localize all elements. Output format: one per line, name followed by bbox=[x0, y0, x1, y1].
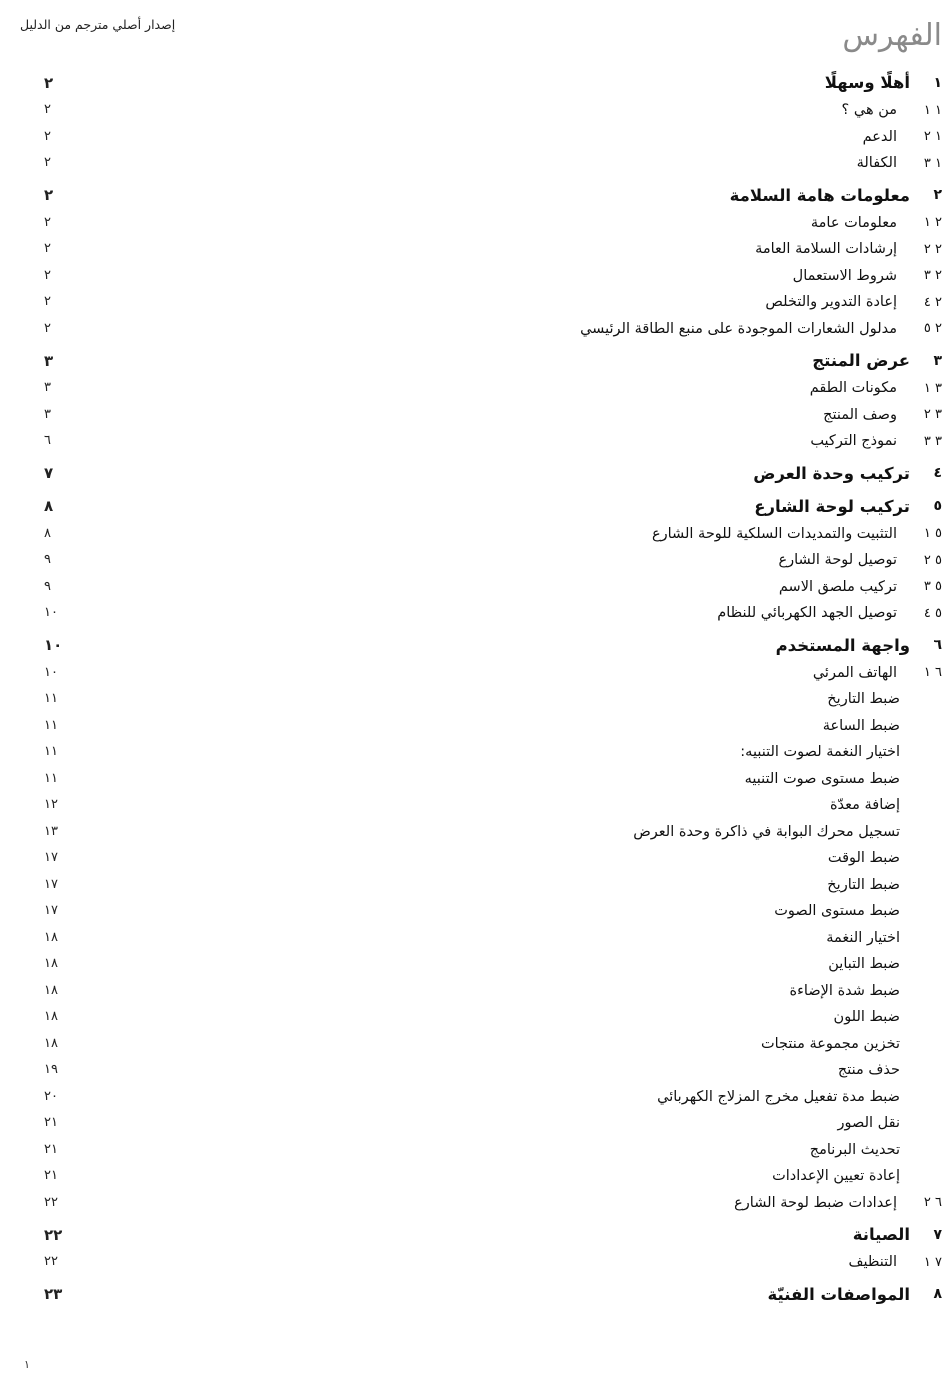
toc-page-number: ١٣ bbox=[44, 823, 58, 839]
toc-page-number: ٢ bbox=[44, 102, 51, 118]
toc-title: ضبط اللون bbox=[833, 1009, 900, 1026]
toc-title: تسجيل محرك البوابة في ذاكرة وحدة العرض bbox=[633, 823, 900, 840]
toc-title: عرض المنتج bbox=[812, 351, 910, 370]
toc-title: التثبيت والتمديدات السلكية للوحة الشارع bbox=[651, 525, 897, 542]
toc-number: ٥ bbox=[933, 498, 942, 514]
toc-chapter-entry[interactable] bbox=[0, 494, 950, 518]
toc-entry-text bbox=[825, 71, 942, 95]
toc-subentry[interactable] bbox=[0, 740, 950, 764]
toc-title: من هي ؟ bbox=[841, 102, 897, 119]
toc-page-number: ٢٢ bbox=[44, 1254, 58, 1270]
page-title: الفهرس bbox=[842, 18, 942, 53]
toc-page-number: ٢ bbox=[44, 73, 54, 92]
toc-entry-text bbox=[755, 237, 942, 261]
toc-title: ضبط الوقت bbox=[827, 850, 900, 867]
toc-entry-text bbox=[765, 290, 942, 314]
toc-page-number: ٢١ bbox=[44, 1115, 58, 1131]
toc-title: إعادة التدوير والتخلص bbox=[765, 294, 897, 311]
toc-entry-text bbox=[652, 522, 942, 546]
toc-title: توصيل الجهد الكهربائي للنظام bbox=[717, 605, 897, 622]
toc-title: تركيب وحدة العرض bbox=[753, 463, 910, 483]
toc-subentry[interactable] bbox=[0, 1111, 950, 1135]
toc-page-number: ٨ bbox=[44, 497, 54, 515]
toc-title: الصيانة bbox=[852, 1225, 910, 1244]
toc-number: ٦ ٢ bbox=[923, 1195, 942, 1211]
toc-entry-text bbox=[778, 548, 942, 572]
toc-entry-text bbox=[830, 793, 900, 817]
toc-page-number: ٢٣ bbox=[44, 1285, 63, 1303]
toc-page-number: ١٨ bbox=[44, 956, 58, 972]
toc-title: تحديث البرنامج bbox=[809, 1141, 900, 1158]
toc-subentry[interactable] bbox=[0, 1005, 950, 1029]
toc-title: إعدادات ضبط لوحة الشارع bbox=[734, 1194, 897, 1211]
toc-number: ٣ bbox=[933, 352, 942, 369]
toc-entry-text bbox=[793, 264, 942, 288]
toc-entry-text bbox=[633, 820, 900, 844]
toc-number: ٢ ١ bbox=[923, 215, 942, 231]
toc-entry-text bbox=[849, 1250, 942, 1274]
toc-title: إرشادات السلامة العامة bbox=[755, 241, 897, 258]
toc-entry-text bbox=[810, 376, 942, 400]
toc-entry-text bbox=[857, 151, 942, 175]
toc-number: ٨ bbox=[933, 1286, 942, 1302]
toc-title: ضبط التباين bbox=[828, 956, 900, 973]
toc-page-number: ١٨ bbox=[44, 929, 58, 945]
toc-number: ٥ ٣ bbox=[923, 579, 942, 595]
toc-page-number: ١٧ bbox=[44, 850, 58, 866]
toc-title: ضبط شدة الإضاءة bbox=[789, 982, 900, 999]
toc-section-entry[interactable] bbox=[0, 601, 950, 625]
toc-chapter-entry[interactable] bbox=[0, 183, 950, 207]
toc-number: ٦ ١ bbox=[923, 665, 942, 681]
toc-entry-text bbox=[657, 1085, 900, 1109]
toc-subentry[interactable] bbox=[0, 767, 950, 791]
toc-chapter-entry[interactable] bbox=[0, 1223, 950, 1247]
toc-entry-text bbox=[768, 1282, 942, 1306]
toc-number: ٢ ٥ bbox=[923, 321, 942, 337]
toc-number: ١ ٣ bbox=[923, 155, 942, 171]
toc-section-entry[interactable] bbox=[0, 211, 950, 235]
toc-page-number: ٢٢ bbox=[44, 1194, 58, 1210]
toc-title: تركيب لوحة الشارع bbox=[754, 496, 910, 516]
toc-title: مكونات الطقم bbox=[809, 380, 897, 397]
toc-page-number: ١١ bbox=[44, 717, 58, 733]
toc-entry-text bbox=[828, 952, 900, 976]
toc-page-number: ١٨ bbox=[44, 982, 58, 998]
toc-subentry[interactable] bbox=[0, 899, 950, 923]
toc-page-number: ٢ bbox=[44, 294, 51, 310]
toc-subentry[interactable] bbox=[0, 820, 950, 844]
toc-entry-text bbox=[580, 317, 942, 341]
toc-section-entry[interactable] bbox=[0, 1250, 950, 1274]
toc-entry-text bbox=[754, 494, 942, 518]
toc-page-number: ٢ bbox=[44, 186, 54, 204]
toc-entry-text bbox=[863, 125, 942, 149]
toc-page-number: ٢ bbox=[44, 128, 51, 144]
toc-number: ٥ ٤ bbox=[923, 605, 942, 621]
toc-chapter-entry[interactable] bbox=[0, 1282, 950, 1306]
toc-page-number: ٢١ bbox=[44, 1168, 58, 1184]
toc-chapter-entry[interactable] bbox=[0, 461, 950, 485]
toc-section-entry[interactable] bbox=[0, 125, 950, 149]
toc-subentry[interactable] bbox=[0, 1032, 950, 1056]
toc-subentry[interactable] bbox=[0, 952, 950, 976]
toc-title: اختيار النغمة bbox=[826, 929, 900, 946]
toc-page-number: ٦ bbox=[44, 433, 51, 449]
toc-page-number: ٢٠ bbox=[44, 1088, 58, 1104]
toc-entry-text bbox=[772, 1164, 900, 1188]
toc-title: ضبط مدة تفعيل مخرج المزلاج الكهربائي bbox=[657, 1088, 900, 1105]
toc-entry-text bbox=[842, 98, 942, 122]
toc-page-number: ١٧ bbox=[44, 876, 58, 892]
toc-subentry[interactable] bbox=[0, 873, 950, 897]
toc-page-number: ٣ bbox=[44, 351, 54, 370]
toc-number: ١ bbox=[933, 74, 942, 91]
toc-number: ٢ ٣ bbox=[923, 268, 942, 284]
toc-section-entry[interactable] bbox=[0, 317, 950, 341]
toc-title: معلومات عامة bbox=[810, 214, 897, 231]
toc-page-number: ٢ bbox=[44, 320, 51, 336]
toc-entry-text bbox=[717, 601, 942, 625]
toc-title: إضافة معدّة bbox=[829, 797, 900, 814]
toc-page-number: ١٠ bbox=[44, 664, 58, 680]
toc-page-number: ١٩ bbox=[44, 1062, 58, 1078]
toc-page-number: ١١ bbox=[44, 691, 58, 707]
toc-entry-text bbox=[776, 633, 942, 657]
toc-title: ضبط مستوى صوت التنبيه bbox=[744, 770, 900, 787]
toc-number: ١ ١ bbox=[923, 102, 942, 118]
toc-number: ٢ ٤ bbox=[923, 294, 942, 310]
toc-number: ٣ ٣ bbox=[923, 433, 942, 449]
toc-title: معلومات هامة السلامة bbox=[729, 185, 910, 205]
header-note: إصدار أصلي مترجم من الدليل bbox=[20, 17, 176, 32]
toc-subentry[interactable] bbox=[0, 793, 950, 817]
toc-page-number: ١١ bbox=[44, 770, 58, 786]
toc-page-number: ٧ bbox=[44, 464, 54, 482]
toc-page-number: ١٠ bbox=[44, 605, 58, 621]
toc-page-number: ١٨ bbox=[44, 1009, 58, 1025]
toc-title: حذف منتج bbox=[837, 1062, 900, 1079]
toc-page-number: ٣ bbox=[44, 406, 51, 422]
toc-chapter-entry[interactable] bbox=[0, 71, 950, 95]
toc-entry-text bbox=[740, 740, 900, 764]
toc-entry-text bbox=[810, 429, 942, 453]
toc-title: ضبط الساعة bbox=[822, 717, 900, 734]
toc-subentry[interactable] bbox=[0, 926, 950, 950]
toc-page-number: ٩ bbox=[44, 552, 51, 568]
toc-subentry[interactable] bbox=[0, 687, 950, 711]
toc-entry-text bbox=[761, 1032, 900, 1056]
toc-subentry[interactable] bbox=[0, 979, 950, 1003]
toc-section-entry[interactable] bbox=[0, 661, 950, 685]
toc-section-entry[interactable] bbox=[0, 264, 950, 288]
toc-subentry[interactable] bbox=[0, 714, 950, 738]
toc-page-number: ١١ bbox=[44, 744, 58, 760]
toc-chapter-entry[interactable] bbox=[0, 349, 950, 373]
toc-subentry[interactable] bbox=[0, 1058, 950, 1082]
toc-title: الكفالة bbox=[856, 155, 897, 172]
toc-title: أهلًا وسهلًا bbox=[824, 73, 910, 92]
toc-number: ٤ bbox=[933, 465, 942, 481]
toc-page-number: ١٢ bbox=[44, 797, 58, 813]
toc-title: نقل الصور bbox=[837, 1115, 900, 1132]
toc-page-number: ٨ bbox=[44, 525, 51, 541]
toc-title: ضبط التاريخ bbox=[827, 691, 900, 708]
toc-section-entry[interactable] bbox=[0, 98, 950, 122]
toc-number: ٢ ٢ bbox=[923, 241, 942, 257]
toc-page-number: ٩ bbox=[44, 578, 51, 594]
toc-page-number: ١٨ bbox=[44, 1035, 58, 1051]
toc-section-entry[interactable] bbox=[0, 575, 950, 599]
toc-number: ٢ bbox=[933, 187, 942, 203]
toc-entry-text bbox=[810, 1138, 900, 1162]
toc-section-entry[interactable] bbox=[0, 290, 950, 314]
toc-entry-text bbox=[827, 873, 900, 897]
toc-number: ٧ ١ bbox=[923, 1254, 942, 1270]
toc-title: نموذج التركيب bbox=[810, 433, 897, 450]
toc-entry-text bbox=[823, 403, 942, 427]
toc-title: وصف المنتج bbox=[823, 406, 897, 423]
toc-title: تخزين مجموعة منتجات bbox=[760, 1035, 900, 1052]
toc-page-number: ٢ bbox=[44, 214, 51, 230]
toc-page-number: ٢ bbox=[44, 241, 51, 257]
toc-entry-text bbox=[730, 183, 942, 207]
toc-title: اختيار النغمة لصوت التنبيه: bbox=[740, 744, 900, 761]
toc-title: إعادة تعيين الإعدادات bbox=[772, 1168, 900, 1185]
toc-entry-text bbox=[812, 349, 942, 373]
toc-subentry[interactable] bbox=[0, 1138, 950, 1162]
toc-title: مدلول الشعارات الموجودة على منبع الطاقة الرئيسي bbox=[580, 320, 897, 337]
toc-subentry[interactable] bbox=[0, 1164, 950, 1188]
toc-title: الهاتف المرئي bbox=[812, 664, 897, 681]
toc-number: ٥ ١ bbox=[923, 526, 942, 542]
toc-title: الدعم bbox=[862, 128, 897, 145]
toc-title: توصيل لوحة الشارع bbox=[778, 552, 897, 569]
toc-entry-text bbox=[826, 926, 900, 950]
toc-title: تركيب ملصق الاسم bbox=[778, 578, 897, 595]
toc-title: ضبط التاريخ bbox=[827, 876, 900, 893]
toc-entry-text bbox=[779, 575, 942, 599]
toc-entry-text bbox=[811, 211, 942, 235]
toc-title: المواصفات الفنيّة bbox=[767, 1284, 910, 1304]
toc-title: التنظيف bbox=[848, 1254, 897, 1271]
toc-entry-text bbox=[774, 899, 900, 923]
toc-section-entry[interactable] bbox=[0, 237, 950, 261]
toc-entry-text bbox=[838, 1058, 900, 1082]
toc-page-number: ٣ bbox=[44, 380, 51, 396]
toc-title: واجهة المستخدم bbox=[775, 635, 910, 655]
toc-entry-text bbox=[745, 767, 900, 791]
toc-chapter-entry[interactable] bbox=[0, 633, 950, 657]
toc-entry-text bbox=[853, 1223, 942, 1247]
toc-number: ٥ ٢ bbox=[923, 552, 942, 568]
toc-entry-text bbox=[823, 714, 900, 738]
toc-entry-text bbox=[790, 979, 900, 1003]
toc-entry-text bbox=[734, 1191, 942, 1215]
toc-section-entry[interactable] bbox=[0, 376, 950, 400]
toc-number: ٦ bbox=[933, 637, 942, 653]
toc-subentry[interactable] bbox=[0, 846, 950, 870]
toc-page-number: ٢ bbox=[44, 267, 51, 283]
toc-number: ١ ٢ bbox=[923, 129, 942, 145]
toc-entry-text bbox=[813, 661, 942, 685]
page-number: ١ bbox=[24, 1358, 30, 1371]
toc-section-entry[interactable] bbox=[0, 429, 950, 453]
toc-title: شروط الاستعمال bbox=[792, 267, 897, 284]
toc-subentry[interactable] bbox=[0, 1085, 950, 1109]
toc-page-number: ٢١ bbox=[44, 1141, 58, 1157]
toc-number: ٧ bbox=[933, 1226, 942, 1243]
toc-page-number: ١٧ bbox=[44, 903, 58, 919]
toc-page-number: ٢٢ bbox=[44, 1225, 63, 1244]
toc-title: ضبط مستوى الصوت bbox=[774, 903, 900, 920]
toc-entry-text bbox=[838, 1111, 900, 1135]
toc-section-entry[interactable] bbox=[0, 403, 950, 427]
toc-entry-text bbox=[827, 687, 900, 711]
toc-entry-text bbox=[828, 846, 900, 870]
toc-entry-text bbox=[753, 461, 942, 485]
toc-section-entry[interactable] bbox=[0, 151, 950, 175]
toc-section-entry[interactable] bbox=[0, 548, 950, 572]
toc-section-entry[interactable] bbox=[0, 522, 950, 546]
toc-section-entry[interactable] bbox=[0, 1191, 950, 1215]
toc-page-number: ١٠ bbox=[44, 636, 63, 654]
toc-number: ٣ ٢ bbox=[923, 407, 942, 423]
toc-number: ٣ ١ bbox=[923, 380, 942, 396]
toc-page-number: ٢ bbox=[44, 155, 51, 171]
toc-entry-text bbox=[834, 1005, 900, 1029]
